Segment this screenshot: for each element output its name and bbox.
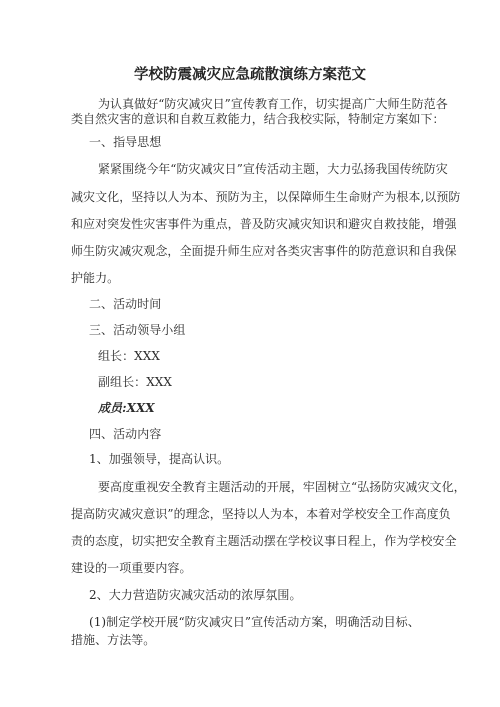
section-1-line-3: 和应对突发性灾害事件为重点，普及防灾减灾知识和避灾自救技能，增强: [71, 217, 457, 231]
section-1-line-1: 紧紧围绕今年“防灾减灾日”宣传活动主题，大力弘扬我国传统防灾: [98, 162, 448, 176]
section-1-line-2: 减灾文化，坚持以人为本、预防为主，以保障师生生命财产为根本,以预防: [71, 190, 461, 204]
intro-line-1: 为认真做好“防灾减灾日”宣传教育工作，切实提高广大师生防范各: [98, 97, 448, 111]
section-1-heading: 一、指导思想: [89, 135, 162, 149]
section-3-heading: 三、活动领导小组: [89, 323, 186, 337]
item-1-line-2: 提高防灾减灾意识”的理念，坚持以人为本，本着对学校安全工作高度负: [71, 507, 451, 521]
section-4-heading: 四、活动内容: [89, 427, 162, 441]
item-1-line-1: 要高度重视安全教育主题活动的开展，牢固树立“弘扬防灾减灾文化，: [98, 480, 466, 494]
intro-line-2: 类自然灾害的意识和自救互救能力，结合我校实际，特制定方案如下：: [71, 112, 445, 126]
item-2-sub-1-line-2: 措施、方法等。: [71, 633, 156, 647]
section-1-line-4: 师生防灾减灾观念，全面提升师生应对各类灾害事件的防范意识和自我保: [71, 244, 457, 258]
item-2-sub-1-line-1: (1)制定学校开展“防灾减灾日”宣传活动方案，明确活动目标、: [89, 615, 420, 629]
item-2-heading: 2、大力营造防灾减灾活动的浓厚氛围。: [89, 588, 302, 602]
document-title: 学校防震减灾应急疏散演练方案范文: [134, 66, 366, 83]
item-1-heading: 1、加强领导，提高认识。: [89, 452, 230, 466]
section-1-line-5: 护能力。: [71, 271, 120, 285]
vice-leader-line: 副组长：XXX: [98, 375, 172, 389]
item-1-line-4: 建设的一项重要内容。: [71, 561, 192, 575]
members-line: 成员:XXX: [98, 401, 155, 415]
leader-line: 组长：XXX: [98, 349, 160, 363]
section-2-heading: 二、活动时间: [89, 297, 162, 311]
item-1-line-3: 责的态度，切实把安全教育主题活动摆在学校议事日程上，作为学校安全: [71, 534, 457, 548]
